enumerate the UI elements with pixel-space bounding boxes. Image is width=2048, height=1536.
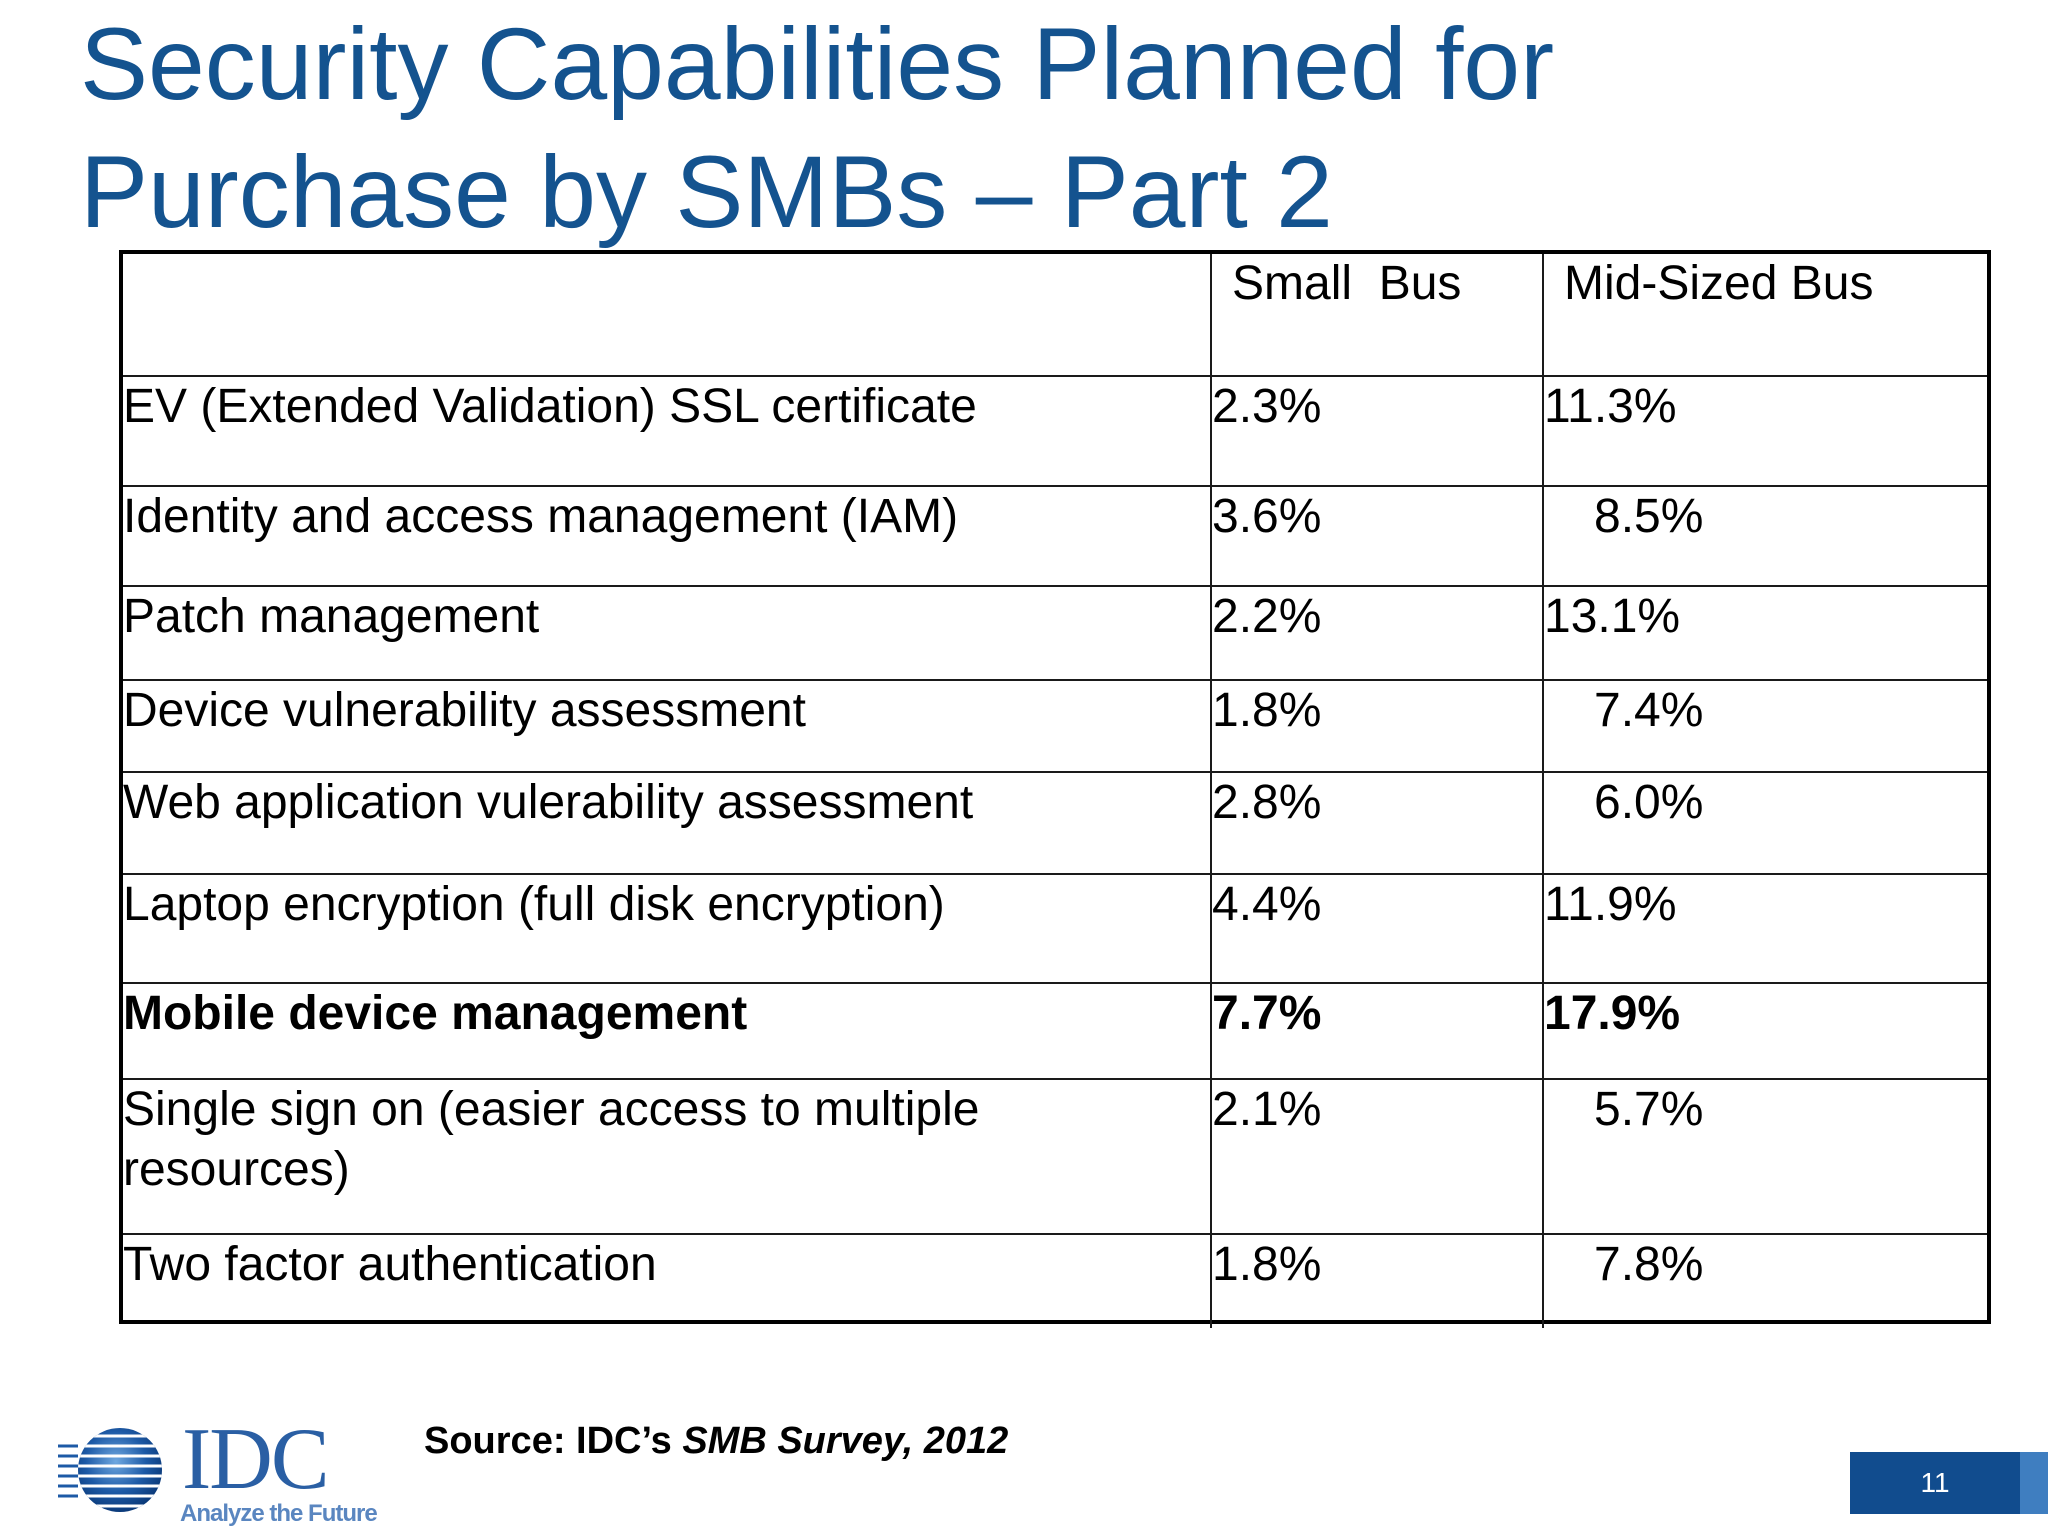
row-small-value: 2.3% — [1211, 376, 1543, 486]
table-row-highlighted — [123, 983, 1987, 1079]
row-label: Web application vulerability assessment — [123, 772, 1211, 874]
table-header-row — [123, 254, 1987, 376]
row-mid-value: 13.1% — [1543, 586, 1987, 680]
idc-logo — [58, 1410, 388, 1530]
table-row — [123, 486, 1987, 586]
title-line-1: Security Capabilities Planned for — [80, 7, 1555, 121]
row-label: Mobile device management — [123, 983, 1211, 1079]
row-mid-value: 11.9% — [1543, 874, 1987, 983]
row-mid-value: 7.8% — [1543, 1234, 1987, 1328]
idc-logo-text: IDC — [182, 1411, 328, 1508]
title-line-2: Purchase by SMBs – Part 2 — [80, 135, 1333, 249]
row-label: Laptop encryption (full disk encryption) — [123, 874, 1211, 983]
row-small-value: 2.1% — [1211, 1079, 1543, 1234]
header-mid-sized-bus: Mid-Sized Bus — [1543, 254, 1987, 376]
table-row — [123, 680, 1987, 772]
header-empty — [123, 254, 1211, 376]
slide-title — [80, 0, 1880, 256]
page-number: 11 — [1850, 1452, 2020, 1514]
row-label: Two factor authentication — [123, 1234, 1211, 1328]
row-small-value: 3.6% — [1211, 486, 1543, 586]
row-small-value: 2.2% — [1211, 586, 1543, 680]
idc-logo-tagline: Analyze the Future — [180, 1500, 377, 1527]
row-label: Patch management — [123, 586, 1211, 680]
capabilities-table — [119, 250, 1991, 1324]
table-row — [123, 1079, 1987, 1234]
table-row — [123, 1234, 1987, 1328]
row-small-value: 1.8% — [1211, 680, 1543, 772]
row-label: EV (Extended Validation) SSL certificate — [123, 376, 1211, 486]
row-mid-value: 11.3% — [1543, 376, 1987, 486]
row-mid-value: 5.7% — [1543, 1079, 1987, 1234]
row-mid-value: 6.0% — [1543, 772, 1987, 874]
row-small-value: 7.7% — [1211, 983, 1543, 1079]
capabilities-table-grid — [123, 254, 1987, 1328]
header-small-bus: Small Bus — [1211, 254, 1543, 376]
row-label: Single sign on (easier access to multiple resources) — [123, 1079, 1211, 1234]
row-mid-value: 7.4% — [1543, 680, 1987, 772]
row-mid-value: 17.9% — [1543, 983, 1987, 1079]
page-number-accent — [2020, 1452, 2048, 1514]
source-prefix: Source: IDC’s — [424, 1420, 683, 1462]
idc-globe-icon — [58, 1422, 176, 1518]
row-mid-value: 8.5% — [1543, 486, 1987, 586]
source-publication: SMB Survey, 2012 — [682, 1420, 1009, 1462]
table-row — [123, 874, 1987, 983]
source-citation — [424, 1420, 1008, 1463]
row-small-value: 4.4% — [1211, 874, 1543, 983]
row-small-value: 1.8% — [1211, 1234, 1543, 1328]
row-label: Device vulnerability assessment — [123, 680, 1211, 772]
table-row — [123, 586, 1987, 680]
table-row — [123, 772, 1987, 874]
table-row — [123, 376, 1987, 486]
row-small-value: 2.8% — [1211, 772, 1543, 874]
row-label: Identity and access management (IAM) — [123, 486, 1211, 586]
